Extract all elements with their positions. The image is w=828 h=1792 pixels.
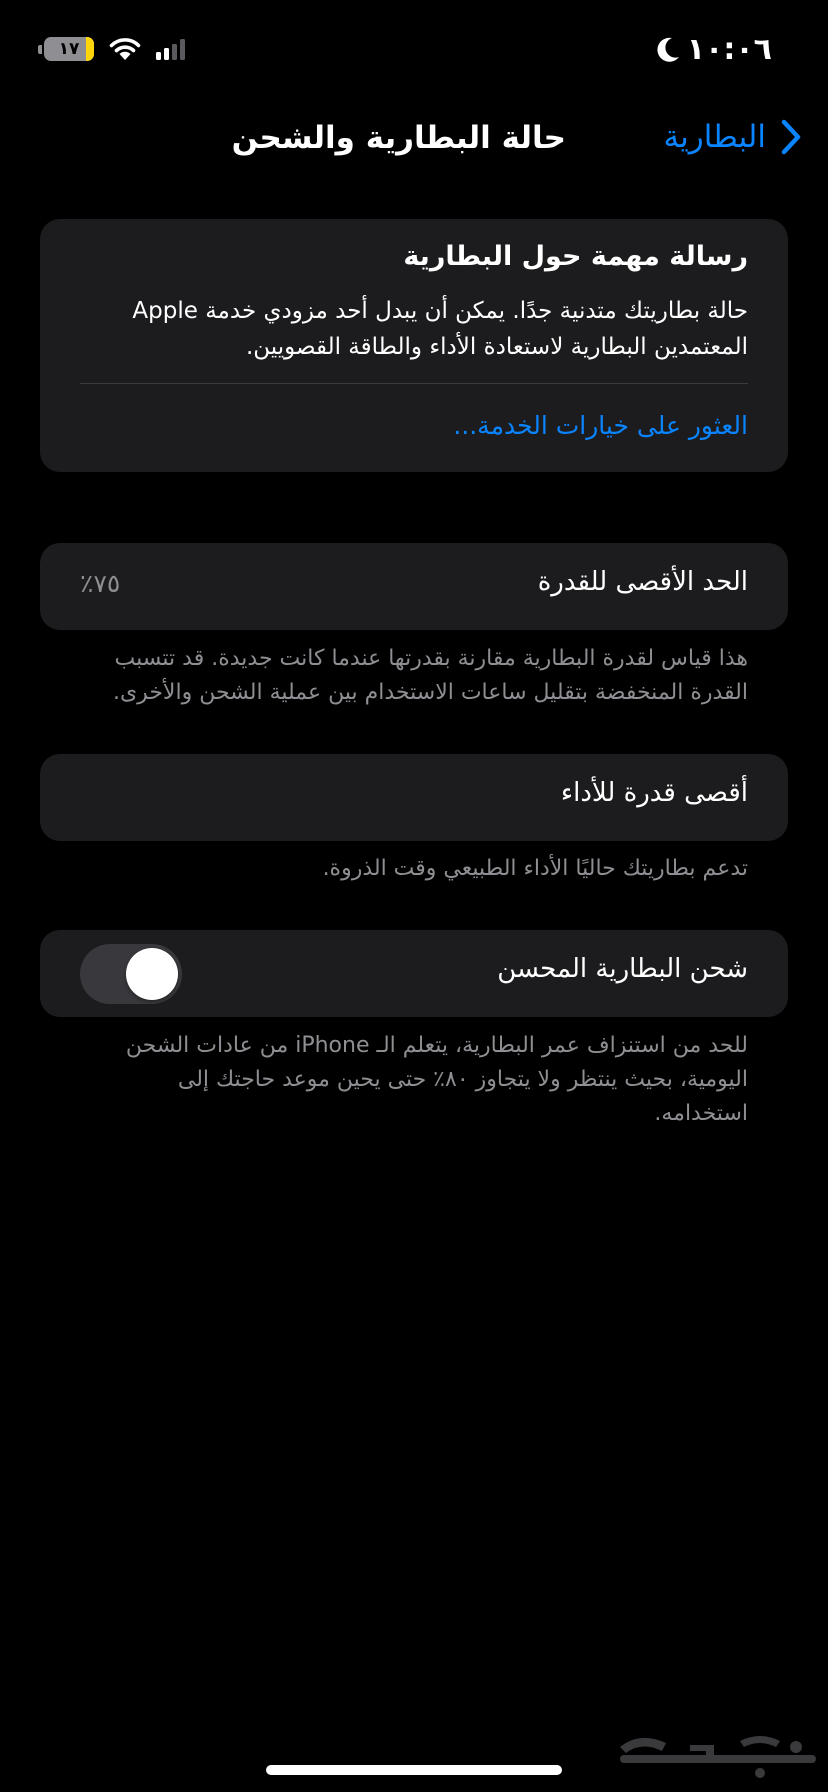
battery-level: ١٧: [58, 39, 80, 59]
divider: [80, 383, 748, 384]
toggle-knob: [126, 948, 178, 1000]
status-indicators: [38, 36, 185, 62]
cellular-signal-icon: [156, 38, 185, 60]
back-button-label: البطارية: [663, 119, 766, 155]
signal-bar: [164, 48, 169, 60]
maximum-capacity-row: [40, 543, 788, 630]
status-bar: [0, 0, 828, 100]
chevron-right-icon: [780, 118, 802, 156]
navigation-bar: [0, 100, 828, 180]
optimized-charging-row: [40, 930, 788, 1017]
optimized-charging-label: شحن البطارية المحسن: [497, 954, 748, 984]
peak-performance-footnote: تدعم بطاريتك حاليًا الأداء الطبيعي وقت الذروة.: [322, 856, 748, 881]
optimized-charging-footnote: للحد من استنزاف عمر البطارية، يتعلم الـ iPhone من عادات الشحن اليومية، بحيث ينتظر ولا يتجاوز ٨٠٪ حتى يحين موعد حاجتك إلى استخدامه.: [125, 1033, 748, 1126]
wifi-icon: [108, 36, 142, 62]
status-time: ١٠:٠٦: [686, 32, 772, 67]
page-title: حالة البطارية والشحن: [231, 120, 566, 156]
maximum-capacity-footnote: هذا قياس لقدرة البطارية مقارنة بقدرتها عندما كانت جديدة. قد تتسبب القدرة المنخفضة بتقليل ساعات الاستخدام بين عملية الشحن والأخرى.: [112, 646, 748, 705]
message-title: رسالة مهمة حول البطارية: [403, 241, 748, 272]
signal-bar: [180, 39, 185, 60]
important-message-card: [40, 219, 788, 472]
haraj-logo-icon: [610, 1725, 824, 1787]
peak-performance-row: [40, 754, 788, 841]
battery-icon: [38, 37, 94, 61]
battery-fill: [86, 37, 95, 61]
battery-body: [44, 37, 94, 61]
back-button[interactable]: [663, 118, 802, 156]
find-service-options-link[interactable]: العثور على خيارات الخدمة...: [453, 411, 748, 440]
peak-performance-label: أقصى قدرة للأداء: [560, 778, 748, 808]
battery-nub: [38, 45, 42, 54]
optimized-charging-toggle[interactable]: [80, 944, 182, 1004]
moon-icon: [655, 36, 681, 64]
signal-bar: [172, 44, 177, 60]
home-indicator[interactable]: [266, 1765, 562, 1775]
maximum-capacity-value: ٧٥٪: [80, 569, 121, 598]
signal-bar: [156, 52, 161, 60]
time-group: [655, 32, 772, 67]
message-body: حالة بطاريتك متدنية جدًا. يمكن أن يبدل أحد مزودي خدمة Apple المعتمدين البطارية لاستعادة الأداء والطاقة القصويين.: [132, 298, 748, 360]
maximum-capacity-label: الحد الأقصى للقدرة: [537, 567, 748, 597]
